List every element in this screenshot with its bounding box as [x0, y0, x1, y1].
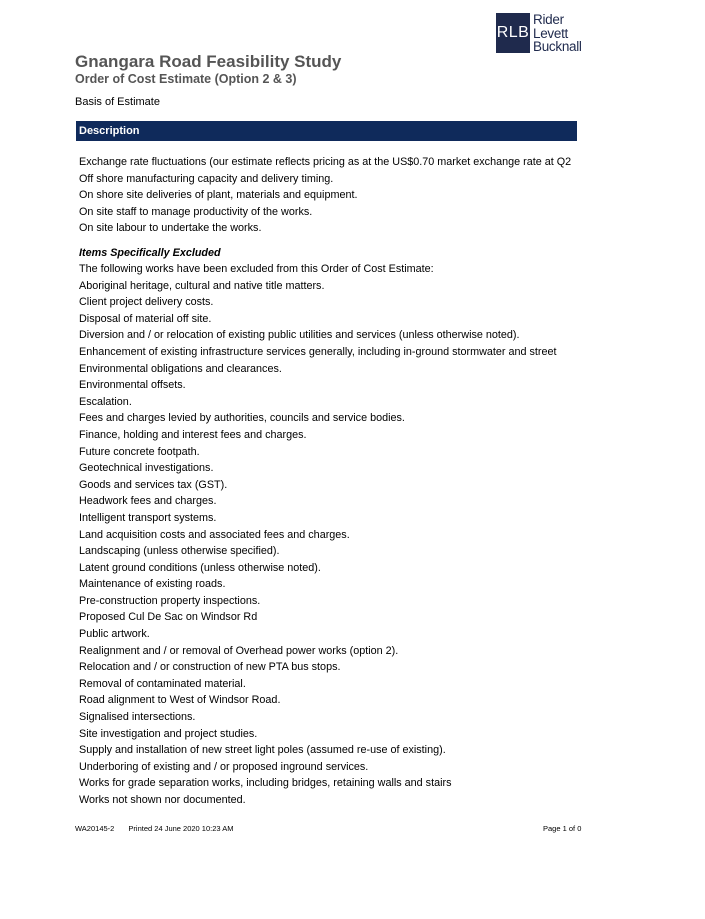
footer-info	[75, 824, 234, 833]
list-item: Enhancement of existing infrastructure services generally, including in-ground stormwater and street	[79, 345, 557, 358]
logo-word-bucknall: Bucknall	[533, 39, 582, 54]
list-item: On site staff to manage productivity of the works.	[79, 205, 313, 218]
list-item: Goods and services tax (GST).	[79, 478, 228, 491]
list-item: The following works have been excluded from this Order of Cost Estimate:	[79, 263, 434, 275]
document-title: Gnangara Road Feasibility Study	[75, 52, 342, 71]
list-item: Signalised intersections.	[79, 711, 196, 724]
list-item: Finance, holding and interest fees and charges.	[79, 428, 307, 441]
list-item: Environmental offsets.	[79, 379, 186, 392]
footer-page-number: Page 1 of 0	[543, 824, 582, 833]
rlb-logo	[496, 13, 582, 53]
basis-list	[79, 154, 579, 237]
list-item: Future concrete footpath.	[79, 445, 200, 458]
list-item: Road alignment to West of Windsor Road.	[79, 694, 281, 707]
list-item: Realignment and / or removal of Overhead power works (option 2).	[79, 644, 399, 657]
description-header: Description	[76, 121, 577, 141]
list-item: Intelligent transport systems.	[79, 511, 217, 524]
list-item: Escalation.	[79, 395, 132, 408]
list-item: On site labour to undertake the works.	[79, 222, 262, 235]
list-item: Off shore manufacturing capacity and delivery timing.	[79, 172, 334, 185]
list-item: Geotechnical investigations.	[79, 462, 214, 475]
list-item: Exchange rate fluctuations (our estimate reflects pricing as at the US$0.70 market exchange rate at Q2	[79, 156, 572, 168]
list-item: Underboring of existing and / or proposed inground services.	[79, 760, 369, 773]
list-item: Public artwork.	[79, 628, 150, 641]
footer-reference: WA20145-2	[75, 824, 115, 833]
list-item: Disposal of material off site.	[79, 312, 212, 325]
list-item: Landscaping (unless otherwise specified).	[79, 545, 280, 558]
document-subtitle: Order of Cost Estimate (Option 2 & 3)	[75, 72, 297, 86]
list-item: Pre-construction property inspections.	[79, 594, 261, 607]
list-item: Latent ground conditions (unless otherwise noted).	[79, 561, 321, 574]
list-item: Site investigation and project studies.	[79, 727, 258, 740]
list-item: Works for grade separation works, including bridges, retaining walls and stairs	[79, 777, 452, 790]
list-item: Client project delivery costs.	[79, 296, 214, 309]
list-item: Works not shown nor documented.	[79, 794, 246, 806]
logo-abbr: RLB	[496, 13, 530, 53]
logo-words	[533, 13, 582, 53]
logo-word-levett: Levett	[533, 25, 568, 41]
excluded-list	[79, 261, 579, 809]
list-item: Environmental obligations and clearances.	[79, 362, 282, 375]
section-label: Basis of Estimate	[75, 96, 160, 108]
list-item: Aboriginal heritage, cultural and native title matters.	[79, 279, 325, 292]
list-item: Headwork fees and charges.	[79, 495, 217, 508]
list-item: On shore site deliveries of plant, materials and equipment.	[79, 189, 358, 202]
footer-printed-date: Printed 24 June 2020 10:23 AM	[128, 824, 234, 833]
logo-word-rider: Rider	[533, 12, 564, 27]
list-item: Proposed Cul De Sac on Windsor Rd	[79, 611, 258, 624]
list-item: Land acquisition costs and associated fees and charges.	[79, 528, 350, 541]
list-item: Supply and installation of new street light poles (assumed re-use of existing).	[79, 744, 446, 757]
list-item: Fees and charges levied by authorities, councils and service bodies.	[79, 412, 405, 425]
excluded-heading: Items Specifically Excluded	[79, 247, 221, 259]
list-item: Diversion and / or relocation of existing public utilities and services (unless otherwise noted).	[79, 329, 520, 342]
list-item: Maintenance of existing roads.	[79, 578, 226, 591]
list-item: Relocation and / or construction of new PTA bus stops.	[79, 661, 341, 674]
list-item: Removal of contaminated material.	[79, 677, 246, 690]
